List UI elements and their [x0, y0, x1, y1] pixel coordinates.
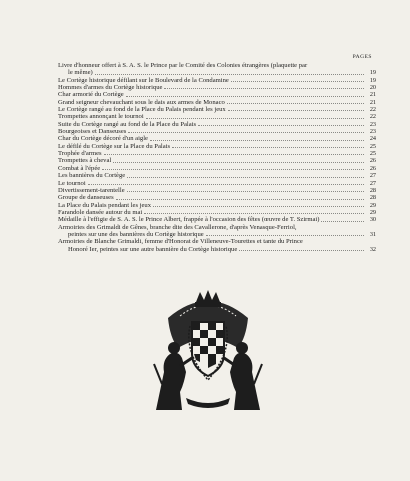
dot-leader — [206, 231, 364, 236]
toc-entry-text: Divertissement-tarentelle — [58, 186, 125, 194]
toc-entry-page: 29 — [369, 208, 376, 216]
dot-leader — [144, 213, 364, 214]
toc-entry-text-cont: peintes sur une des bannières du Cortège historique — [68, 230, 204, 238]
toc-entry-page: 20 — [369, 84, 376, 92]
toc-entry-text: Le Cortège rangé au fond de la Place du Palais pendant les jeux — [58, 106, 226, 114]
toc-entry-text: Char du Cortège décoré d'un aigle — [58, 135, 148, 143]
toc-entry-page: 25 — [369, 142, 376, 150]
dot-leader — [104, 154, 364, 155]
toc-entry-text: Trompettes à cheval — [58, 157, 112, 165]
dot-leader — [172, 147, 364, 148]
toc-entry-page: 26 — [369, 164, 376, 172]
toc-entry-page: 28 — [369, 186, 376, 194]
dot-leader — [153, 206, 364, 207]
toc-entry — [58, 194, 376, 201]
dot-leader — [239, 246, 364, 251]
toc-entry-page: 27 — [369, 179, 376, 187]
dot-leader — [150, 140, 364, 141]
toc-entry-text: Armoiries des Grimaldi de Gênes, branche dite des Cavallerone, d'après Venasque-Ferriol, — [58, 223, 297, 231]
dot-leader — [95, 69, 364, 74]
toc-entry-text: Livre d'honneur offert à S. A. S. le Prince par le Comité des Colonies étrangères (plaquette par — [58, 62, 308, 69]
toc-entry-text: Médaille à l'effigie de S. A. S. le Prince Albert, frappée à l'occasion des fêtes (œuvre de T. Szirmai) — [58, 216, 320, 224]
toc-entry-page: 23 — [369, 120, 376, 128]
toc-entry — [58, 157, 376, 164]
toc-entry-text: Groupe de danseuses — [58, 194, 114, 202]
toc-entry — [58, 165, 376, 172]
dot-leader — [198, 125, 364, 126]
dot-leader — [127, 177, 364, 178]
toc-entry-page: 27 — [369, 172, 376, 180]
toc-entry — [58, 216, 376, 223]
toc-entry — [58, 99, 376, 106]
dot-leader — [231, 81, 364, 82]
toc-entry-page: 22 — [369, 113, 376, 121]
toc-entry-text: Trophée d'armes — [58, 150, 102, 158]
toc-entry-text: Armoiries de Blanche Grimaldi, femme d'Honorat de Villeneuve-Tourettes et tante du Prince — [58, 238, 303, 246]
toc-entry — [58, 135, 376, 142]
table-of-contents — [58, 62, 376, 253]
toc-entry-page: 30 — [369, 216, 376, 224]
toc-entry — [58, 150, 376, 157]
toc-entry-page: 31 — [369, 230, 376, 238]
dot-leader — [127, 191, 364, 192]
toc-entry-text-cont: Honoré Ier, peintes sur une autre bannière du Cortège historique — [68, 245, 238, 253]
toc-entry-text: Char armorié du Cortège — [58, 91, 124, 99]
dot-leader — [128, 132, 364, 133]
toc-entry-page: 24 — [369, 135, 376, 143]
toc-entry-page: 22 — [369, 106, 376, 114]
toc-entry — [58, 238, 376, 253]
toc-entry — [58, 172, 376, 179]
toc-entry — [58, 143, 376, 150]
toc-entry-text: Bourgeoises et Danseuses — [58, 128, 127, 136]
toc-entry-page: 23 — [369, 128, 376, 136]
toc-entry-text: Les bannières du Cortège — [58, 172, 126, 180]
toc-entry — [58, 77, 376, 84]
toc-entry-text: Le tournoi — [58, 179, 86, 187]
dot-leader — [146, 118, 364, 119]
toc-entry-page: 26 — [369, 157, 376, 165]
toc-entry-text: Le Cortège historique défilant sur le Boulevard de la Condamine — [58, 76, 229, 84]
dot-leader — [102, 169, 364, 170]
dot-leader — [126, 96, 364, 97]
toc-entry — [58, 180, 376, 187]
dot-leader — [228, 110, 364, 111]
dot-leader — [116, 199, 364, 200]
toc-entry — [58, 106, 376, 113]
toc-entry — [58, 224, 376, 239]
toc-entry-page: 21 — [369, 91, 376, 99]
toc-entry-page: 19 — [369, 69, 376, 77]
toc-entry-text: La Place du Palais pendant les jeux — [58, 201, 152, 209]
dot-leader — [113, 162, 364, 163]
toc-entry — [58, 187, 376, 194]
toc-entry — [58, 202, 376, 209]
toc-entry-page: 19 — [369, 76, 376, 84]
toc-entry-page: 25 — [369, 150, 376, 158]
monaco-coat-of-arms-icon — [150, 288, 266, 414]
toc-entry-page: 32 — [369, 245, 376, 253]
toc-entry-text: Combat à l'épée — [58, 164, 101, 172]
toc-entry — [58, 121, 376, 128]
toc-entry — [58, 209, 376, 216]
toc-entry — [58, 84, 376, 91]
toc-entry-text-cont: le même) — [68, 69, 93, 77]
dot-leader — [88, 184, 364, 185]
toc-entry-page: 28 — [369, 194, 376, 202]
dot-leader — [227, 103, 364, 104]
toc-entry-text: Hommes d'armes du Cortège historique — [58, 84, 163, 92]
toc-entry-page: 21 — [369, 98, 376, 106]
dot-leader — [164, 88, 364, 89]
toc-entry-text: Grand seigneur chevauchant sous le dais aux armes de Monaco — [58, 98, 225, 106]
toc-entry-text: Suite du Cortège rangé au fond de la Place du Palais — [58, 120, 197, 128]
toc-entry — [58, 62, 376, 77]
toc-entry-text: Trompettes annonçant le tournoi — [58, 113, 144, 121]
toc-entry — [58, 91, 376, 98]
toc-entry-text: Farandole dansée autour du mai — [58, 208, 143, 216]
dot-leader — [321, 221, 364, 222]
toc-entry-text: Le défilé du Cortège sur la Place du Palais — [58, 142, 171, 150]
toc-entry — [58, 128, 376, 135]
toc-entry — [58, 113, 376, 120]
pages-column-header: PAGES — [352, 54, 372, 60]
toc-entry-page: 29 — [369, 201, 376, 209]
